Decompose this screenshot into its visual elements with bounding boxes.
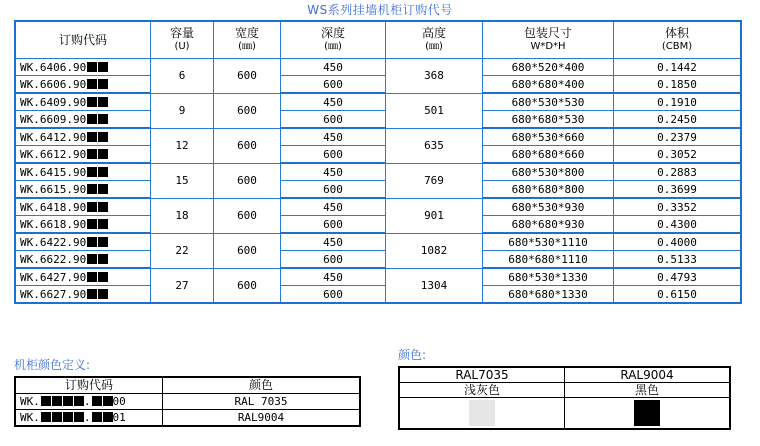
capacity-cell: 22 bbox=[151, 233, 214, 268]
table-row bbox=[15, 251, 741, 269]
order-code-cell bbox=[15, 198, 151, 216]
placeholder-block-icon bbox=[98, 79, 108, 89]
table-row bbox=[15, 216, 741, 234]
order-code-cell bbox=[15, 111, 151, 129]
placeholder-block-icon bbox=[92, 396, 102, 406]
definition-header-code: 订购代码 bbox=[15, 377, 163, 394]
placeholder-block-icon bbox=[87, 79, 97, 89]
table-row bbox=[15, 59, 741, 76]
package-cell: 680*530*930 bbox=[483, 198, 614, 216]
package-cell: 680*530*660 bbox=[483, 128, 614, 146]
order-code-text: WK.6612.90 bbox=[20, 147, 87, 161]
volume-cell: 0.3352 bbox=[614, 198, 742, 216]
height-cell: 769 bbox=[386, 163, 483, 198]
header-width bbox=[214, 21, 281, 59]
depth-cell: 600 bbox=[281, 146, 386, 164]
placeholder-block-icon bbox=[63, 396, 73, 406]
volume-cell: 0.5133 bbox=[614, 251, 742, 269]
header-capacity-label: 容量 bbox=[169, 26, 194, 40]
order-code-cell bbox=[15, 76, 151, 94]
depth-cell: 600 bbox=[281, 76, 386, 94]
order-code-text: WK.6422.90 bbox=[20, 235, 87, 249]
depth-cell: 600 bbox=[281, 181, 386, 199]
swatch-color-cell bbox=[565, 398, 731, 430]
placeholder-block-icon bbox=[98, 254, 108, 264]
package-cell: 680*520*400 bbox=[483, 59, 614, 76]
definition-color-cell: RAL 7035 bbox=[163, 394, 361, 410]
table-row bbox=[15, 93, 741, 111]
volume-cell: 0.2379 bbox=[614, 128, 742, 146]
placeholder-block-icon bbox=[98, 184, 108, 194]
code-separator: . bbox=[83, 411, 91, 424]
width-cell: 600 bbox=[214, 233, 281, 268]
volume-cell: 0.3699 bbox=[614, 181, 742, 199]
placeholder-block-icon bbox=[52, 396, 62, 406]
header-package-label: 包装尺寸 bbox=[523, 26, 572, 40]
placeholder-block-icon bbox=[92, 412, 102, 422]
width-cell: 600 bbox=[214, 268, 281, 303]
table-row bbox=[15, 76, 741, 94]
width-cell: 600 bbox=[214, 198, 281, 233]
code-separator: . bbox=[83, 395, 91, 408]
header-package bbox=[483, 21, 614, 59]
color-definition-label: 机柜颜色定义: bbox=[14, 358, 91, 372]
swatch-ral-row bbox=[399, 367, 730, 383]
capacity-cell: 9 bbox=[151, 93, 214, 128]
swatch-ral-cell: RAL7035 bbox=[399, 367, 565, 383]
definition-color-cell: RAL9004 bbox=[163, 410, 361, 427]
color-definition-table bbox=[14, 376, 361, 427]
width-cell: 600 bbox=[214, 163, 281, 198]
depth-cell: 450 bbox=[281, 233, 386, 251]
swatch-name-row bbox=[399, 383, 730, 398]
height-cell: 501 bbox=[386, 93, 483, 128]
placeholder-block-icon bbox=[87, 167, 97, 177]
order-code-cell bbox=[15, 146, 151, 164]
volume-cell: 0.2883 bbox=[614, 163, 742, 181]
header-width-label: 宽度 bbox=[234, 26, 259, 40]
placeholder-block-icon bbox=[98, 114, 108, 124]
order-code-table bbox=[14, 20, 742, 304]
header-volume-unit: (CBM) bbox=[661, 41, 693, 52]
capacity-cell: 6 bbox=[151, 59, 214, 94]
table-row bbox=[15, 198, 741, 216]
placeholder-block-icon bbox=[98, 289, 108, 299]
placeholder-block-icon bbox=[87, 202, 97, 212]
placeholder-block-icon bbox=[41, 412, 51, 422]
definition-code-cell bbox=[15, 394, 163, 410]
table-row bbox=[15, 181, 741, 199]
page-title: WS系列挂墙机柜订购代号 bbox=[307, 3, 453, 17]
code-prefix: WK. bbox=[20, 395, 40, 408]
swatch-ral-cell: RAL9004 bbox=[565, 367, 731, 383]
order-code-cell bbox=[15, 251, 151, 269]
table-header-row bbox=[15, 21, 741, 59]
order-code-cell bbox=[15, 59, 151, 76]
placeholder-block-icon bbox=[98, 237, 108, 247]
header-volume-label: 体积 bbox=[664, 26, 689, 40]
order-code-cell bbox=[15, 233, 151, 251]
header-capacity-unit: (U) bbox=[174, 41, 190, 52]
placeholder-block-icon bbox=[87, 237, 97, 247]
definition-header-row bbox=[15, 377, 360, 394]
height-cell: 635 bbox=[386, 128, 483, 163]
swatch-name-cell: 浅灰色 bbox=[399, 383, 565, 398]
placeholder-block-icon bbox=[87, 289, 97, 299]
header-depth-label: 深度 bbox=[320, 26, 345, 40]
package-cell: 680*680*1110 bbox=[483, 251, 614, 269]
placeholder-block-icon bbox=[103, 396, 113, 406]
placeholder-block-icon bbox=[87, 149, 97, 159]
color-swatch bbox=[469, 400, 495, 426]
package-cell: 680*680*930 bbox=[483, 216, 614, 234]
order-code-text: WK.6609.90 bbox=[20, 112, 87, 126]
definition-header-color: 颜色 bbox=[163, 377, 361, 394]
package-cell: 680*530*530 bbox=[483, 93, 614, 111]
volume-cell: 0.1850 bbox=[614, 76, 742, 94]
package-cell: 680*530*1330 bbox=[483, 268, 614, 286]
height-cell: 901 bbox=[386, 198, 483, 233]
depth-cell: 450 bbox=[281, 268, 386, 286]
table-body bbox=[15, 59, 741, 304]
swatch-color-row bbox=[399, 398, 730, 430]
placeholder-block-icon bbox=[87, 114, 97, 124]
order-code-text: WK.6622.90 bbox=[20, 252, 87, 266]
placeholder-block-icon bbox=[98, 149, 108, 159]
order-code-text: WK.6415.90 bbox=[20, 165, 87, 179]
package-cell: 680*530*800 bbox=[483, 163, 614, 181]
package-cell: 680*680*660 bbox=[483, 146, 614, 164]
order-code-text: WK.6606.90 bbox=[20, 77, 87, 91]
code-suffix: 00 bbox=[112, 395, 126, 408]
depth-cell: 450 bbox=[281, 128, 386, 146]
depth-cell: 600 bbox=[281, 251, 386, 269]
header-height-label: 高度 bbox=[421, 26, 446, 40]
placeholder-block-icon bbox=[87, 62, 97, 72]
header-capacity bbox=[151, 21, 214, 59]
order-code-cell bbox=[15, 93, 151, 111]
table-row bbox=[15, 111, 741, 129]
capacity-cell: 27 bbox=[151, 268, 214, 303]
volume-cell: 0.1442 bbox=[614, 59, 742, 76]
capacity-cell: 12 bbox=[151, 128, 214, 163]
swatch-color-cell bbox=[399, 398, 565, 430]
table-row bbox=[15, 146, 741, 164]
placeholder-block-icon bbox=[98, 62, 108, 72]
order-code-text: WK.6627.90 bbox=[20, 287, 87, 301]
placeholder-block-icon bbox=[87, 272, 97, 282]
header-depth-unit: (㎜) bbox=[324, 41, 342, 52]
color-swatch bbox=[634, 400, 660, 426]
placeholder-block-icon bbox=[87, 97, 97, 107]
package-cell: 680*680*530 bbox=[483, 111, 614, 129]
definition-body bbox=[15, 394, 360, 427]
placeholder-block-icon bbox=[87, 254, 97, 264]
volume-cell: 0.2450 bbox=[614, 111, 742, 129]
depth-cell: 450 bbox=[281, 59, 386, 76]
order-code-text: WK.6412.90 bbox=[20, 130, 87, 144]
placeholder-block-icon bbox=[87, 184, 97, 194]
placeholder-block-icon bbox=[98, 202, 108, 212]
depth-cell: 600 bbox=[281, 111, 386, 129]
header-height bbox=[386, 21, 483, 59]
placeholder-block-icon bbox=[98, 219, 108, 229]
header-height-unit: (㎜) bbox=[425, 41, 443, 52]
package-cell: 680*680*1330 bbox=[483, 286, 614, 304]
order-code-cell bbox=[15, 163, 151, 181]
width-cell: 600 bbox=[214, 128, 281, 163]
definition-code-cell bbox=[15, 410, 163, 427]
package-cell: 680*680*800 bbox=[483, 181, 614, 199]
table-row bbox=[15, 286, 741, 304]
placeholder-block-icon bbox=[98, 132, 108, 142]
order-code-text: WK.6406.90 bbox=[20, 60, 87, 74]
capacity-cell: 18 bbox=[151, 198, 214, 233]
order-code-cell bbox=[15, 216, 151, 234]
swatch-name-cell: 黑色 bbox=[565, 383, 731, 398]
depth-cell: 450 bbox=[281, 198, 386, 216]
package-cell: 680*530*1110 bbox=[483, 233, 614, 251]
volume-cell: 0.4793 bbox=[614, 268, 742, 286]
code-prefix: WK. bbox=[20, 411, 40, 424]
height-cell: 1304 bbox=[386, 268, 483, 303]
depth-cell: 450 bbox=[281, 163, 386, 181]
order-code-cell bbox=[15, 268, 151, 286]
depth-cell: 450 bbox=[281, 93, 386, 111]
height-cell: 368 bbox=[386, 59, 483, 94]
placeholder-block-icon bbox=[103, 412, 113, 422]
order-code-cell bbox=[15, 286, 151, 304]
volume-cell: 0.3052 bbox=[614, 146, 742, 164]
placeholder-block-icon bbox=[87, 219, 97, 229]
volume-cell: 0.4300 bbox=[614, 216, 742, 234]
placeholder-block-icon bbox=[74, 412, 84, 422]
placeholder-block-icon bbox=[98, 167, 108, 177]
depth-cell: 600 bbox=[281, 286, 386, 304]
placeholder-block-icon bbox=[63, 412, 73, 422]
code-suffix: 01 bbox=[112, 411, 126, 424]
header-volume bbox=[614, 21, 742, 59]
placeholder-block-icon bbox=[41, 396, 51, 406]
order-code-text: WK.6409.90 bbox=[20, 95, 87, 109]
placeholder-block-icon bbox=[87, 132, 97, 142]
header-package-unit: W*D*H bbox=[530, 41, 566, 52]
height-cell: 1082 bbox=[386, 233, 483, 268]
placeholder-block-icon bbox=[98, 97, 108, 107]
table-row bbox=[15, 233, 741, 251]
depth-cell: 600 bbox=[281, 216, 386, 234]
placeholder-block-icon bbox=[52, 412, 62, 422]
order-code-text: WK.6427.90 bbox=[20, 270, 87, 284]
width-cell: 600 bbox=[214, 93, 281, 128]
table-row bbox=[15, 268, 741, 286]
definition-row bbox=[15, 410, 360, 427]
placeholder-block-icon bbox=[98, 272, 108, 282]
header-depth bbox=[281, 21, 386, 59]
table-row bbox=[15, 163, 741, 181]
volume-cell: 0.1910 bbox=[614, 93, 742, 111]
width-cell: 600 bbox=[214, 59, 281, 94]
table-row bbox=[15, 128, 741, 146]
capacity-cell: 15 bbox=[151, 163, 214, 198]
color-swatch-label: 颜色: bbox=[398, 348, 427, 362]
definition-row bbox=[15, 394, 360, 410]
order-code-cell bbox=[15, 128, 151, 146]
header-width-unit: (㎜) bbox=[238, 41, 256, 52]
placeholder-block-icon bbox=[74, 396, 84, 406]
order-code-text: WK.6418.90 bbox=[20, 200, 87, 214]
volume-cell: 0.6150 bbox=[614, 286, 742, 304]
package-cell: 680*680*400 bbox=[483, 76, 614, 94]
order-code-cell bbox=[15, 181, 151, 199]
volume-cell: 0.4000 bbox=[614, 233, 742, 251]
header-code: 订购代码 bbox=[15, 21, 151, 59]
order-code-text: WK.6615.90 bbox=[20, 182, 87, 196]
color-swatch-table bbox=[398, 366, 731, 430]
order-code-text: WK.6618.90 bbox=[20, 217, 87, 231]
